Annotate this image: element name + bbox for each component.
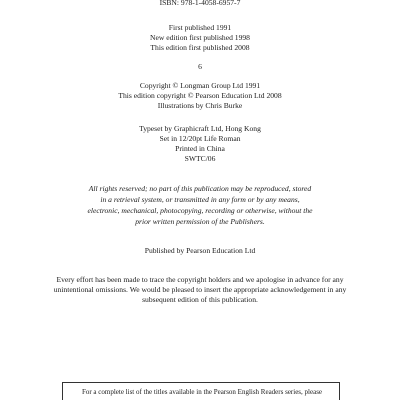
edition-line-1: First published 1991 bbox=[168, 23, 232, 32]
acknowledgement-line-3: subsequent edition of this publication. bbox=[142, 295, 258, 304]
rights-line-1: All rights reserved; no part of this publication may be reproduced, stored bbox=[88, 184, 312, 193]
acknowledgement-line-2: unintentional omissions. We would be pleased to insert the appropriate acknowledgement in any bbox=[53, 285, 347, 294]
illustrations-credit: Illustrations by Chris Burke bbox=[157, 101, 243, 110]
rights-line-3: electronic, mechanical, photocopying, recording or otherwise, without the bbox=[87, 206, 313, 215]
rights-line-2: in a retrieval system, or transmitted in any form or by any means, bbox=[100, 195, 300, 204]
publisher-line: Published by Pearson Education Ltd bbox=[144, 246, 256, 255]
edition-line-3: This edition first published 2008 bbox=[150, 43, 250, 52]
series-notice-box bbox=[62, 382, 340, 400]
copyright-line-1: Copyright © Longman Group Ltd 1991 bbox=[139, 81, 261, 90]
impression-number: 6 bbox=[198, 62, 202, 71]
rights-line-4: prior written permission of the Publishers. bbox=[135, 217, 265, 226]
edition-line-2: New edition first published 1998 bbox=[150, 33, 250, 42]
font-line: Set in 12/20pt Life Roman bbox=[159, 134, 241, 143]
print-code-line: SWTC/06 bbox=[184, 154, 216, 163]
printed-line: Printed in China bbox=[175, 144, 225, 153]
copyright-line-2: This edition copyright © Pearson Education Ltd 2008 bbox=[118, 91, 282, 100]
isbn-line: ISBN: 978-1-4058-6957-7 bbox=[159, 0, 241, 7]
typeset-line: Typeset by Graphicraft Ltd, Hong Kong bbox=[139, 124, 261, 133]
series-notice-text: For a complete list of the titles available in the Pearson English Readers series, please bbox=[81, 388, 323, 396]
acknowledgement-line-1: Every effort has been made to trace the copyright holders and we apologise in advance for any bbox=[56, 275, 344, 284]
